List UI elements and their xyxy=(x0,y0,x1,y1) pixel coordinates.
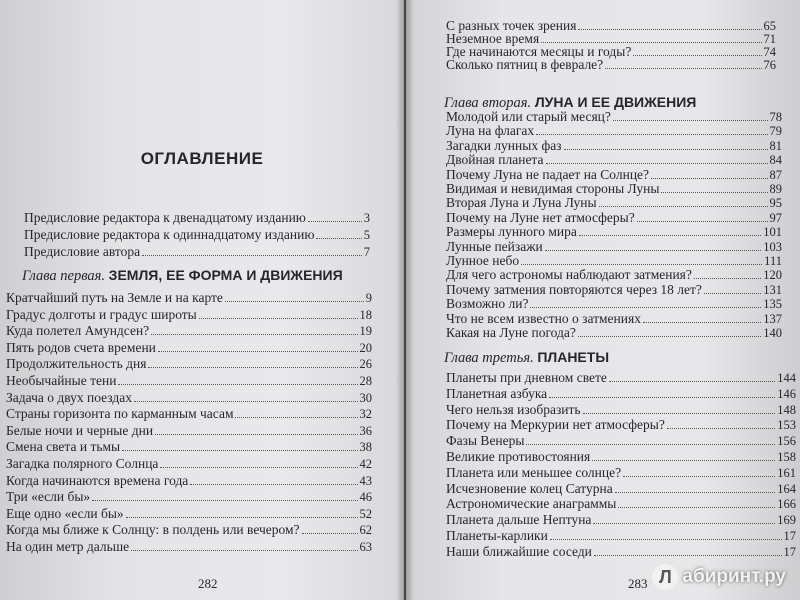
toc-entry-page: 28 xyxy=(359,374,372,388)
toc-entry xyxy=(24,210,370,226)
dot-leader xyxy=(578,325,761,337)
toc-entry-page: 20 xyxy=(359,340,372,355)
toc-entry-title: Продолжительность дня xyxy=(6,356,147,372)
dot-leader xyxy=(199,307,358,319)
toc-entry-title: Задача о двух поездах xyxy=(6,389,133,405)
toc-entry-page: 18 xyxy=(359,307,372,322)
toc-entry xyxy=(446,481,796,497)
toc-entry-title: Три «если бы» xyxy=(6,489,91,505)
toc-entry xyxy=(6,456,372,472)
right-page xyxy=(406,0,800,600)
dot-leader xyxy=(651,167,767,179)
dot-leader xyxy=(613,109,768,121)
dot-leader xyxy=(92,489,357,501)
dot-leader xyxy=(623,465,775,477)
toc-entry-title: Лунное небо xyxy=(446,253,520,268)
toc-entry xyxy=(6,307,372,323)
toc-entry-title: Планетная азбука xyxy=(446,385,548,401)
chapter-number: Глава вторая. xyxy=(444,95,532,111)
dot-leader xyxy=(592,449,775,461)
toc-entry xyxy=(6,506,372,522)
toc-entry xyxy=(446,325,782,341)
dot-leader xyxy=(521,253,762,265)
chapter-name: ЗЕМЛЯ, ЕЕ ФОРМА И ДВИЖЕНИЯ xyxy=(108,267,343,283)
toc-entry-title: Белые ночи и черные дни xyxy=(6,422,154,438)
toc-entry xyxy=(446,402,796,418)
toc-entry-title: Чего нельзя изобразить xyxy=(446,401,581,417)
toc-entry-title: Двойная планета xyxy=(446,152,544,168)
dot-leader xyxy=(526,433,775,445)
toc-entry-title: Что не всем известно о затмениях xyxy=(446,310,641,326)
toc-entry-page: 166 xyxy=(777,497,796,512)
toc-entry-title: Планеты-карлики xyxy=(446,528,548,543)
toc-entry-title: Сколько пятниц в феврале? xyxy=(446,57,604,72)
toc-entry-page: 135 xyxy=(763,297,782,312)
toc-entry-page: 26 xyxy=(359,357,372,372)
toc-entry-title: На один метр дальше xyxy=(6,539,130,554)
toc-entry-title: Молодой или старый месяц? xyxy=(446,109,611,124)
dot-leader xyxy=(190,473,357,485)
toc-entry-title: Вторая Луна и Луна Луны xyxy=(446,195,597,211)
toc-entry xyxy=(24,244,370,260)
toc-entry-title: Предисловие редактора к одиннадцатому изданию xyxy=(24,227,315,242)
toc-entry-title: Исчезновение колец Сатурна xyxy=(446,480,613,496)
chapter-number: Глава первая. xyxy=(22,268,106,284)
dot-leader xyxy=(694,267,761,279)
toc-entry-page: 95 xyxy=(769,196,782,211)
toc-entry xyxy=(6,406,372,422)
toc-entry xyxy=(6,539,372,555)
toc-entry xyxy=(6,340,372,356)
dot-leader xyxy=(667,417,775,429)
dot-leader xyxy=(235,406,357,418)
dot-leader xyxy=(549,386,775,398)
dot-leader xyxy=(578,18,761,30)
toc-entry-page: 32 xyxy=(359,407,372,422)
toc-entry-page: 7 xyxy=(363,245,370,259)
toc-entry-page: 36 xyxy=(359,423,372,438)
toc-entry-page: 89 xyxy=(769,182,782,196)
toc-entry-page: 164 xyxy=(777,481,796,496)
dot-leader xyxy=(599,195,768,207)
chapter-name: ЛУНА И ЕЕ ДВИЖЕНИЯ xyxy=(534,94,697,110)
toc-entry xyxy=(446,386,796,402)
toc-entry-title: Страны горизонта по карманным часам xyxy=(6,406,234,422)
toc-entry-title: Для чего астрономы наблюдают затмения? xyxy=(446,267,692,283)
toc-entry-page: 144 xyxy=(777,371,796,385)
toc-entry-page: 46 xyxy=(359,490,372,505)
toc-entry xyxy=(6,439,372,455)
toc-entry xyxy=(6,356,372,372)
toc-entry-title: Предисловие автора xyxy=(24,244,141,259)
toc-entry-title: Наши ближайшие соседи xyxy=(446,543,592,559)
toc-entry-title: Почему на Меркурии нет атмосферы? xyxy=(446,417,665,433)
dot-leader xyxy=(541,31,761,43)
dot-leader xyxy=(155,423,357,435)
toc-entry-title: Какая на Луне погода? xyxy=(446,325,576,340)
toc-entry-title: Возможно ли? xyxy=(446,296,529,312)
toc-entry-page: 9 xyxy=(365,291,372,305)
toc-entry-page: 79 xyxy=(769,124,782,139)
toc-entry-page: 111 xyxy=(764,254,782,268)
toc-entry xyxy=(446,370,796,386)
dot-leader xyxy=(151,323,357,335)
toc-entry-title: Неземное время xyxy=(446,31,540,46)
toc-entry-title: Планета или меньшее солнце? xyxy=(446,464,622,480)
dot-leader xyxy=(609,370,775,382)
dot-leader xyxy=(148,356,357,368)
toc-entry-page: 52 xyxy=(359,506,372,521)
toc-entry xyxy=(6,323,372,339)
dot-leader xyxy=(564,138,768,150)
toc-entry-page: 78 xyxy=(769,110,782,124)
dot-leader xyxy=(158,340,358,352)
toc-entry-title: Планета дальше Нептуна xyxy=(446,512,592,528)
toc-entry-title: Предисловие редактора к двенадцатому изданию xyxy=(24,210,306,225)
toc-entry-title: Астрономические анаграммы xyxy=(446,496,617,512)
toc-entry-page: 120 xyxy=(763,268,782,283)
toc-entry-title: Планеты при дневном свете xyxy=(446,370,607,385)
toc-entry-title: Луна на флагах xyxy=(446,123,535,139)
toc-entry-page: 87 xyxy=(769,167,782,182)
toc-entry xyxy=(446,512,796,528)
toc-entry-page: 103 xyxy=(763,239,782,254)
toc-entry-title: С разных точек зрения xyxy=(446,18,577,33)
toc-entry-title: Почему затмения повторяются через 18 лет? xyxy=(446,281,702,297)
dot-leader xyxy=(308,210,362,222)
chapter-number: Глава третья. xyxy=(444,350,534,366)
dot-leader xyxy=(122,439,357,451)
chapter-name: ПЛАНЕТЫ xyxy=(537,349,610,365)
dot-leader xyxy=(618,496,775,508)
toc-entry-page: 156 xyxy=(777,434,796,449)
dot-leader xyxy=(302,522,358,534)
dot-leader xyxy=(661,181,767,193)
dot-leader xyxy=(131,539,357,551)
toc-title: ОГЛАВЛЕНИЕ xyxy=(140,149,264,168)
toc-entry xyxy=(446,417,796,433)
toc-entry-page: 17 xyxy=(783,529,796,543)
toc-entry-page: 131 xyxy=(763,282,782,297)
toc-entry-page: 5 xyxy=(363,228,370,242)
toc-entry-page: 97 xyxy=(769,210,782,225)
toc-entry xyxy=(6,423,372,439)
toc-entry-title: Еще одно «если бы» xyxy=(6,505,124,521)
toc-entry xyxy=(6,489,372,505)
dot-leader xyxy=(593,512,775,524)
dot-leader xyxy=(546,152,768,164)
dot-leader xyxy=(583,402,776,414)
dot-leader xyxy=(536,123,767,135)
toc-entry-title: Почему Луна не падает на Солнце? xyxy=(446,166,650,182)
toc-entry-page: 84 xyxy=(769,153,782,168)
toc-entry-title: Размеры лунного мира xyxy=(446,224,577,240)
toc-entry-page: 17 xyxy=(783,544,796,559)
toc-entry xyxy=(446,496,796,512)
dot-leader xyxy=(704,282,761,294)
toc-entry-page: 148 xyxy=(777,402,796,417)
toc-entry-title: Кратчайший путь на Земле и на карте xyxy=(6,290,223,305)
toc-entry-title: Необычайные тени xyxy=(6,373,117,388)
toc-entry xyxy=(446,57,776,73)
page-number-left: 282 xyxy=(198,576,218,591)
toc-entry xyxy=(446,433,796,449)
dot-leader xyxy=(142,244,362,256)
toc-entry-title: Фазы Венеры xyxy=(446,433,525,449)
toc-entry-page: 62 xyxy=(359,523,372,538)
book-gutter xyxy=(396,0,414,600)
toc-entry-title: Когда начинаются времена года xyxy=(6,472,189,488)
dot-leader xyxy=(160,456,357,468)
dot-leader xyxy=(545,239,761,251)
toc-entry xyxy=(6,522,372,538)
toc-entry-title: Градус долготы и градус широты xyxy=(6,306,197,322)
dot-leader xyxy=(594,544,782,556)
toc-entry xyxy=(6,290,372,306)
toc-entry-page: 74 xyxy=(763,45,776,59)
dot-leader xyxy=(530,296,761,308)
dot-leader xyxy=(605,57,761,69)
toc-entry-title: Куда полетел Амундсен? xyxy=(6,323,150,339)
toc-entry-page: 63 xyxy=(359,540,372,554)
toc-entry-page: 101 xyxy=(763,225,782,240)
toc-entry xyxy=(6,373,372,389)
toc-entry-title: Загадки лунных фаз xyxy=(446,137,562,153)
chapter-heading-3 xyxy=(444,349,609,367)
dot-leader xyxy=(615,481,776,493)
dot-leader xyxy=(126,506,358,518)
toc-entry-page: 3 xyxy=(363,211,370,225)
toc-entry-page: 30 xyxy=(359,390,372,405)
toc-entry-page: 158 xyxy=(777,450,796,464)
toc-entry-page: 42 xyxy=(359,457,372,471)
toc-entry-title: Загадка полярного Солнца xyxy=(6,456,159,471)
toc-entry-page: 140 xyxy=(763,326,782,340)
toc-entry-page: 65 xyxy=(763,19,776,33)
dot-leader xyxy=(118,373,357,385)
toc-entry-page: 137 xyxy=(763,311,782,326)
toc-entry-page: 76 xyxy=(763,58,776,72)
toc-entry xyxy=(446,544,796,560)
toc-entry xyxy=(446,528,796,544)
toc-entry-title: Почему на Луне нет атмосферы? xyxy=(446,209,635,225)
toc-entry-page: 81 xyxy=(769,138,782,153)
toc-entry-page: 38 xyxy=(359,440,372,455)
toc-entry xyxy=(446,465,796,481)
chapter-heading-1 xyxy=(22,267,343,285)
dot-leader xyxy=(134,390,357,402)
watermark-text: абиринт.ру xyxy=(682,566,786,587)
toc-entry-page: 153 xyxy=(777,418,796,433)
toc-entry-title: Когда мы ближе к Солнцу: в полдень или вечером? xyxy=(6,522,300,538)
toc-entry-title: Великие противостояния xyxy=(446,449,591,464)
dot-leader xyxy=(225,290,364,302)
toc-entry-page: 146 xyxy=(777,386,796,401)
dot-leader xyxy=(579,224,761,236)
toc-entry-page: 71 xyxy=(763,32,776,46)
toc-entry-title: Где начинаются месяцы и годы? xyxy=(446,44,632,59)
labirint-logo-icon: Л xyxy=(652,564,678,590)
toc-entry-page: 19 xyxy=(359,324,372,339)
page-number-right: 283 xyxy=(628,576,648,591)
toc-entry xyxy=(6,390,372,406)
toc-entry xyxy=(6,473,372,489)
dot-leader xyxy=(637,210,768,222)
dot-leader xyxy=(316,227,361,239)
dot-leader xyxy=(550,528,782,540)
toc-entry-page: 43 xyxy=(359,473,372,488)
dot-leader xyxy=(643,311,761,323)
toc-entry-page: 161 xyxy=(777,465,796,480)
toc-entry-title: Смена света и тьмы xyxy=(6,439,121,455)
toc-entry-title: Видимая и невидимая стороны Луны xyxy=(446,181,660,196)
toc-entry-page: 169 xyxy=(777,513,796,528)
toc-entry xyxy=(24,227,370,243)
toc-entry-title: Пять родов счета времени xyxy=(6,339,156,355)
watermark xyxy=(652,564,786,590)
toc-entry-title: Лунные пейзажи xyxy=(446,238,543,254)
dot-leader xyxy=(633,44,761,56)
toc-entry xyxy=(446,449,796,465)
